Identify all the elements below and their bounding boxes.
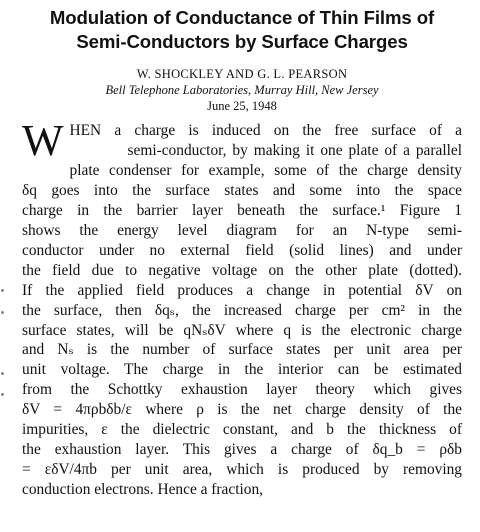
body-line: the field due to negative voltage on the other plate (dotted). [22, 261, 462, 279]
body-line: unit voltage. The charge in the interior can be estimated [22, 361, 462, 379]
body-line: HEN a charge is induced on the free surface of a [69, 122, 462, 139]
gutter-mark [1, 289, 4, 292]
body-line: conductor under no external field (solid lines) and under [22, 241, 462, 259]
gutter-mark [1, 311, 4, 314]
body-line: plate condenser for example, some of the charge density [69, 161, 462, 179]
body-line: the exhaustion layer. This gives a charge of δq_b = ρδb [22, 441, 462, 459]
body-line: from the Schottky exhaustion layer theory which gives [22, 381, 462, 399]
body-line: δq goes into the surface states and some into the space [22, 181, 462, 199]
body-line: If the applied field produces a change in potential δV on [22, 281, 462, 299]
body-line: the surface, then δqₛ, the increased charge per cm² in the [22, 301, 462, 319]
date: June 25, 1948 [207, 99, 277, 113]
authors: W. SHOCKLEY AND G. L. PEARSON [136, 67, 348, 81]
body-line: δV = 4πρbδb/ε where ρ is the net charge density of the [22, 401, 462, 419]
affiliation: Bell Telephone Laboratories, Murray Hill, New Jersey [105, 83, 379, 97]
body-line: surface states, will be qNₛδV where q is the electronic charge [22, 321, 462, 339]
title-line-1: Modulation of Conductance of Thin Films of [49, 7, 435, 28]
paper-title [22, 6, 462, 54]
drop-cap: W [22, 116, 64, 165]
gutter-mark [1, 372, 4, 375]
body-paragraph [22, 116, 462, 500]
body-line: semi-conductor, by making it one plate of a parallel [127, 141, 462, 159]
body-line: = εδV/4πb per unit area, which is produced by removing [22, 461, 462, 479]
gutter-mark [1, 393, 4, 396]
body-line: impurities, ε the dielectric constant, and b the thickness of [22, 421, 462, 439]
body-line: and Nₛ is the number of surface states per unit area per [22, 341, 462, 359]
body-line: shows the energy level diagram for an N-type semi- [22, 221, 462, 239]
title-line-2: Semi-Conductors by Surface Charges [76, 31, 408, 52]
body-line: conduction electrons. Hence a fraction, [22, 481, 264, 499]
body-line: charge in the barrier layer beneath the surface.¹ Figure 1 [22, 201, 462, 219]
